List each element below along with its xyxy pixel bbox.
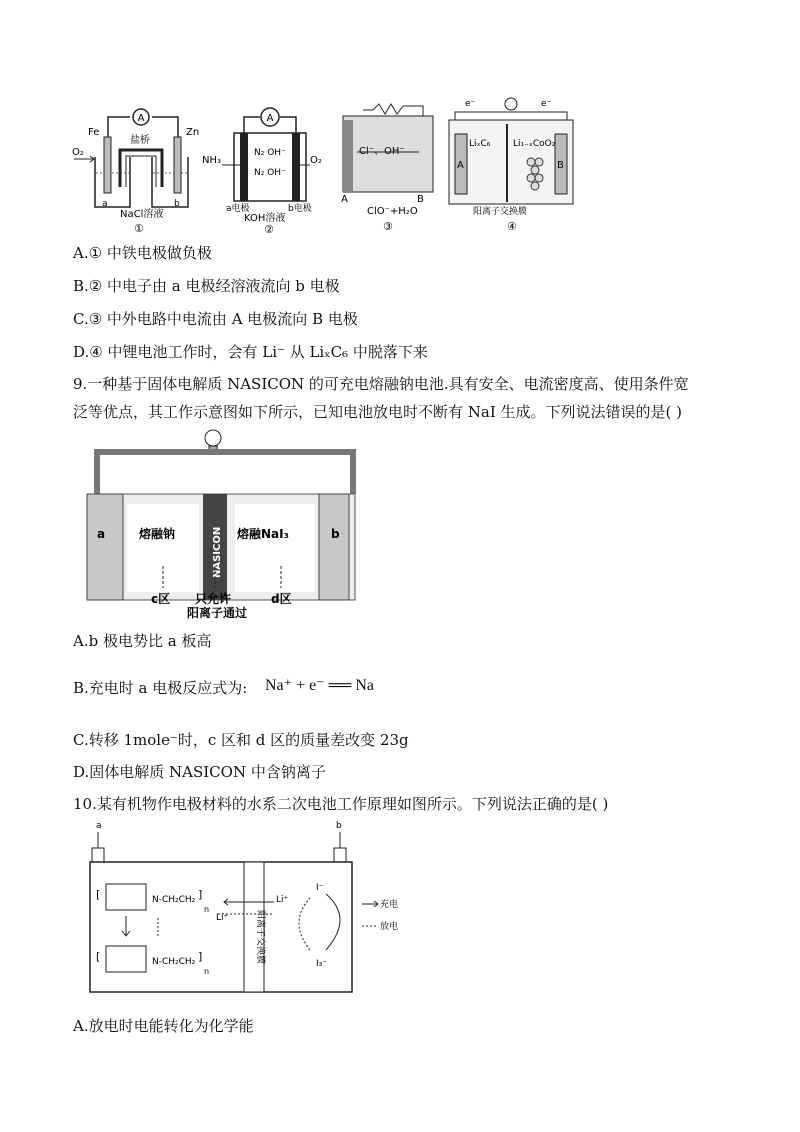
only-allow-label: 只允许 bbox=[195, 592, 232, 606]
o2-label: O₂ bbox=[72, 147, 84, 158]
q8-figure-3 bbox=[333, 92, 443, 241]
fig-num-2: ② bbox=[264, 223, 274, 235]
triiodide-label: I₃⁻ bbox=[316, 959, 328, 969]
a-electrode-label: a电极 bbox=[226, 204, 250, 214]
zn-label: Zn bbox=[186, 127, 200, 138]
membrane-10-label: 阳离子交换膜 bbox=[255, 910, 265, 965]
discharge-legend: 放电 bbox=[380, 922, 399, 932]
charge-legend: 充电 bbox=[380, 900, 399, 910]
lixc6-label: LiₓC₆ bbox=[469, 139, 491, 149]
svg-text:[: [ bbox=[96, 888, 101, 901]
q10-figure bbox=[78, 818, 408, 1007]
q9-figure bbox=[75, 428, 375, 627]
koh-label: KOH溶液 bbox=[244, 213, 286, 224]
n2-oh-1: N₂ OH⁻ bbox=[254, 148, 286, 158]
fig-num-4: ④ bbox=[507, 220, 517, 233]
iodide-label: I⁻ bbox=[316, 883, 324, 893]
q8-option-d: D.④ 中锂电池工作时，会有 Li⁻ 从 LiₓC₆ 中脱落下来 bbox=[73, 343, 428, 361]
svg-text:]: ] bbox=[198, 950, 203, 963]
chain2-label: N-CH₂CH₂ bbox=[152, 957, 196, 967]
clo-label: ClO⁻+H₂O bbox=[367, 206, 418, 217]
e2-label: e⁻ bbox=[541, 99, 552, 109]
n2-label: n bbox=[204, 967, 210, 976]
nasicon-label: NASICON bbox=[212, 526, 223, 578]
molten-nai3-label: 熔融NaI₃ bbox=[237, 527, 289, 541]
q9-option-a: A.b 极电势比 a 板高 bbox=[73, 632, 212, 650]
terminal-b: b bbox=[336, 821, 342, 831]
svg-text:[: [ bbox=[96, 950, 101, 963]
q9-stem-line1: 9.一种基于固体电解质 NASICON 的可充电熔融钠电池.具有安全、电流密度高、使用条件宽 bbox=[73, 375, 689, 393]
q8-figure-4 bbox=[443, 92, 583, 241]
q8-option-c: C.③ 中外电路中电流由 A 电极流向 B 电极 bbox=[73, 310, 358, 328]
q9-option-b-equation: Na⁺ + e⁻ ══ Na bbox=[265, 677, 374, 694]
membrane-label: 阳离子交换膜 bbox=[473, 207, 528, 217]
ions-label: Cl⁻、OH⁻ bbox=[359, 146, 405, 157]
q9-stem-line2: 泛等优点，其工作示意图如下所示，已知电池放电时不断有 NaI 生成。下列说法错误的是( ) bbox=[73, 403, 683, 421]
c-zone-label: c区 bbox=[151, 592, 171, 606]
li-plus-2: Li⁺ bbox=[216, 913, 229, 923]
n1-label: n bbox=[204, 905, 210, 914]
b-electrode: b bbox=[331, 527, 340, 541]
o2-2-label: O₂ bbox=[310, 155, 322, 166]
e1-label: e⁻ bbox=[465, 99, 476, 109]
B-label: B bbox=[417, 194, 424, 205]
cation-through-label: 阳离子通过 bbox=[187, 606, 248, 620]
chain1-label: N-CH₂CH₂ bbox=[152, 895, 196, 905]
li-plus-1: Li⁺ bbox=[276, 895, 289, 905]
fe-label: Fe bbox=[88, 127, 100, 138]
ammeter-2-label: A bbox=[266, 113, 274, 124]
molten-na-label: 熔融钠 bbox=[139, 527, 176, 541]
a-label: a bbox=[102, 199, 108, 209]
nh3-label: NH₃ bbox=[202, 155, 222, 166]
b-electrode-label: b电极 bbox=[288, 204, 312, 214]
q9-option-b: B.充电时 a 电极反应式为: bbox=[73, 679, 248, 697]
A-label: A bbox=[341, 194, 348, 205]
q10-stem: 10.某有机物作电极材料的水系二次电池工作原理如图所示。下列说法正确的是( ) bbox=[73, 795, 609, 813]
salt-bridge-label: 盐桥 bbox=[130, 135, 150, 146]
svg-text:]: ] bbox=[198, 888, 203, 901]
ammeter-label: A bbox=[137, 113, 145, 124]
q8-option-a: A.① 中铁电极做负极 bbox=[73, 244, 212, 262]
nacl-label: NaCl溶液 bbox=[120, 209, 164, 220]
d-zone-label: d区 bbox=[271, 592, 292, 606]
a-electrode: a bbox=[97, 527, 106, 541]
A4-label: A bbox=[457, 160, 464, 171]
q9-option-d: D.固体电解质 NASICON 中含钠离子 bbox=[73, 763, 326, 781]
fig-num-3: ③ bbox=[383, 220, 393, 233]
B4-label: B bbox=[557, 160, 564, 171]
q8-figure-2 bbox=[200, 95, 335, 239]
terminal-a: a bbox=[96, 821, 102, 831]
b-label: b bbox=[174, 199, 180, 209]
q10-option-a: A.放电时电能转化为化学能 bbox=[73, 1017, 254, 1035]
q8-option-b: B.② 中电子由 a 电极经溶液流向 b 电极 bbox=[73, 277, 340, 295]
licoo2-label: Li₁₋ₓCoO₂ bbox=[513, 139, 556, 149]
q9-option-c: C.转移 1mole⁻时，c 区和 d 区的质量差改变 23g bbox=[73, 731, 409, 749]
fig-num-1: ① bbox=[134, 222, 144, 235]
q8-figure-1 bbox=[70, 95, 210, 239]
n2-oh-2: N₂ OH⁻ bbox=[254, 168, 286, 178]
